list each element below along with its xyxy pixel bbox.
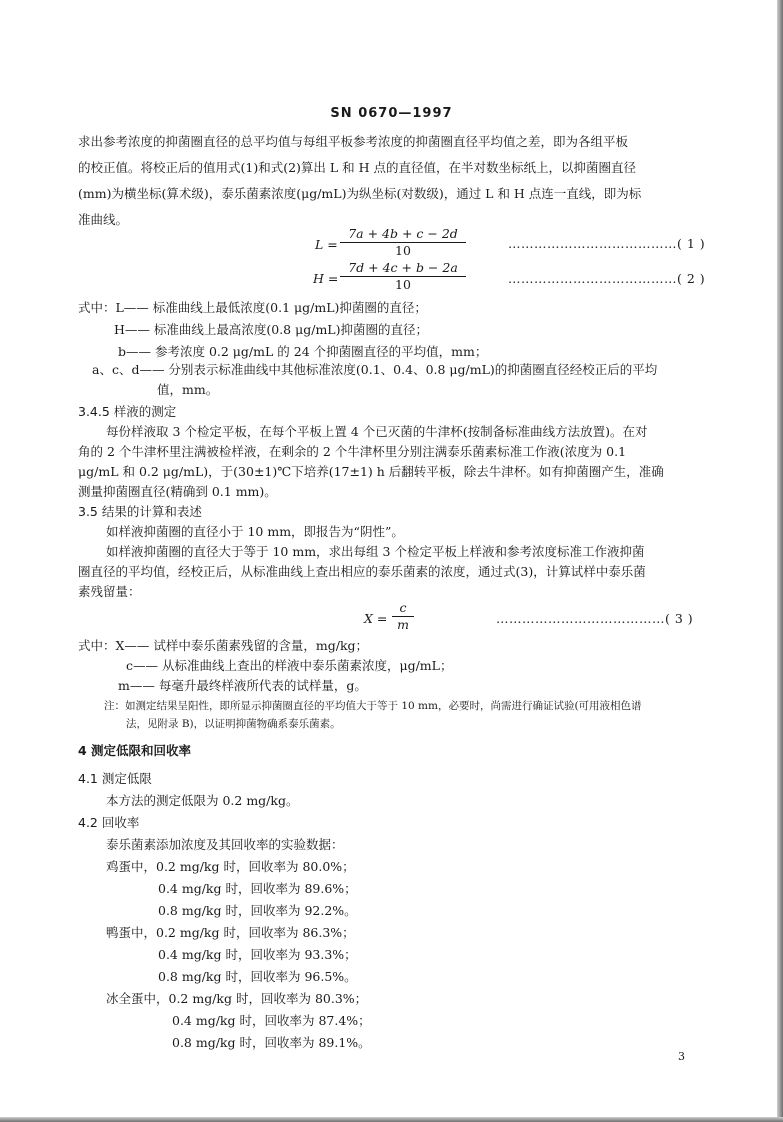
paragraph-line: 角的 2 个牛津杯里注满被检样液，在剩余的 2 个牛津杯里分别注满泰乐菌素标准工作液(浓度为 0.1 xyxy=(78,444,627,459)
equation-1-numerator: 7a + 4b + c − 2d xyxy=(340,226,466,243)
paragraph-line: 本方法的测定低限为 0.2 mg/kg。 xyxy=(106,793,299,808)
variable-definition: m—— 每毫升最终样液所代表的试样量，g。 xyxy=(118,678,367,693)
section-heading-3-5: 3.5 结果的计算和表述 xyxy=(78,504,202,519)
equation-3-lhs: X = xyxy=(364,611,388,626)
recovery-row: 0.4 mg/kg 时，回收率为 93.3%； xyxy=(158,947,357,962)
page-number: 3 xyxy=(678,1050,685,1063)
equation-1-lhs: L = xyxy=(315,237,338,252)
variable-definition: 式中：L—— 标准曲线上最低浓度(0.1 μg/mL)抑菌圈的直径； xyxy=(78,300,427,315)
equation-3-denominator: m xyxy=(397,617,409,632)
paragraph-line: 每份样液取 3 个检定平板，在每个平板上置 4 个已灭菌的牛津杯(按制备标准曲线方法放置)。在对 xyxy=(106,424,648,439)
recovery-row: 0.4 mg/kg 时，回收率为 89.6%； xyxy=(158,881,357,896)
equation-3-numerator: c xyxy=(392,600,414,617)
section-heading-4-1: 4.1 测定低限 xyxy=(78,771,152,786)
paragraph-line: 测量抑菌圈直径(精确到 0.1 mm)。 xyxy=(78,484,277,499)
equation-2-number: …………………………………( 2 ) xyxy=(508,271,706,286)
equation-3-number: …………………………………( 3 ) xyxy=(496,611,694,626)
paragraph-line: 圈直径的平均值，经校正后，从标准曲线上查出相应的泰乐菌素的浓度，通过式(3)，计算试样中泰乐菌 xyxy=(78,564,646,579)
recovery-row: 鸡蛋中，0.2 mg/kg 时，回收率为 80.0%； xyxy=(106,859,355,874)
variable-definition: a、c、d—— 分别表示标准曲线中其他标准浓度(0.1、0.4、0.8 μg/mL)的抑菌圈直径经校正后的平均 xyxy=(92,362,658,377)
intro-line: 求出参考浓度的抑菌圈直径的总平均值与每组平板参考浓度的抑菌圈直径平均值之差，即为各组平板 xyxy=(78,134,629,149)
intro-line: 的校正值。将校正后的值用式(1)和式(2)算出 L 和 H 点的直径值，在半对数坐标纸上，以抑菌圈直径 xyxy=(78,160,637,175)
paragraph-line: 如样液抑菌圈的直径小于 10 mm，即报告为“阴性”。 xyxy=(106,524,404,539)
scan-edge-right xyxy=(777,0,783,1122)
note-line: 注：如测定结果呈阳性，即所显示抑菌圈直径的平均值大于等于 10 mm，必要时，尚需进行确证试验(可用液相色谱 xyxy=(104,700,642,712)
recovery-row: 0.8 mg/kg 时，回收率为 92.2%。 xyxy=(158,903,357,918)
equation-2-numerator: 7d + 4c + b − 2a xyxy=(340,260,466,277)
standard-number: SN 0670—1997 xyxy=(330,106,453,121)
variable-definition: 值，mm。 xyxy=(157,382,219,397)
paragraph-line: 素残留量： xyxy=(78,584,141,599)
scan-edge-bottom xyxy=(0,1117,783,1122)
paragraph-line: 泰乐菌素添加浓度及其回收率的实验数据： xyxy=(106,837,344,852)
recovery-row: 0.4 mg/kg 时，回收率为 87.4%； xyxy=(172,1013,371,1028)
intro-line: 准曲线。 xyxy=(78,212,129,227)
equation-1-denominator: 10 xyxy=(395,243,411,258)
note-line: 法，见附录 B)，以证明抑菌物确系泰乐菌素。 xyxy=(126,718,341,730)
recovery-row: 0.8 mg/kg 时，回收率为 89.1%。 xyxy=(172,1035,371,1050)
variable-definition: H—— 标准曲线上最高浓度(0.8 μg/mL)抑菌圈的直径； xyxy=(114,322,428,337)
variable-definition: c—— 从标准曲线上查出的样液中泰乐菌素浓度，μg/mL； xyxy=(126,658,453,673)
equation-2-lhs: H = xyxy=(313,271,339,286)
equation-1-fraction xyxy=(340,226,466,258)
recovery-row: 鸭蛋中，0.2 mg/kg 时，回收率为 86.3%； xyxy=(106,925,355,940)
section-heading-4-2: 4.2 回收率 xyxy=(78,815,140,830)
equation-2-denominator: 10 xyxy=(395,277,411,292)
recovery-row: 0.8 mg/kg 时，回收率为 96.5%。 xyxy=(158,969,357,984)
paragraph-line: μg/mL 和 0.2 μg/mL)，于(30±1)℃下培养(17±1) h 后翻转平板，除去牛津杯。如有抑菌圈产生，准确 xyxy=(78,464,664,479)
section-heading-3-4-5: 3.4.5 样液的测定 xyxy=(78,404,177,419)
paragraph-line: 如样液抑菌圈的直径大于等于 10 mm，求出每组 3 个检定平板上样液和参考浓度标准工作液抑菌 xyxy=(106,544,645,559)
section-heading-4: 4 测定低限和回收率 xyxy=(78,743,192,758)
variable-definition: b—— 参考浓度 0.2 μg/mL 的 24 个抑菌圈直径的平均值，mm； xyxy=(118,344,488,359)
intro-line: (mm)为横坐标(算术级)，泰乐菌素浓度(μg/mL)为纵坐标(对数级)，通过 L 和 H 点连一直线，即为标 xyxy=(78,186,642,201)
equation-3-fraction xyxy=(392,600,414,632)
equation-2-fraction xyxy=(340,260,466,292)
recovery-row: 冰全蛋中，0.2 mg/kg 时，回收率为 80.3%； xyxy=(106,991,368,1006)
equation-1-number: …………………………………( 1 ) xyxy=(508,236,706,251)
variable-definition: 式中：X—— 试样中泰乐菌素残留的含量，mg/kg； xyxy=(78,638,369,653)
